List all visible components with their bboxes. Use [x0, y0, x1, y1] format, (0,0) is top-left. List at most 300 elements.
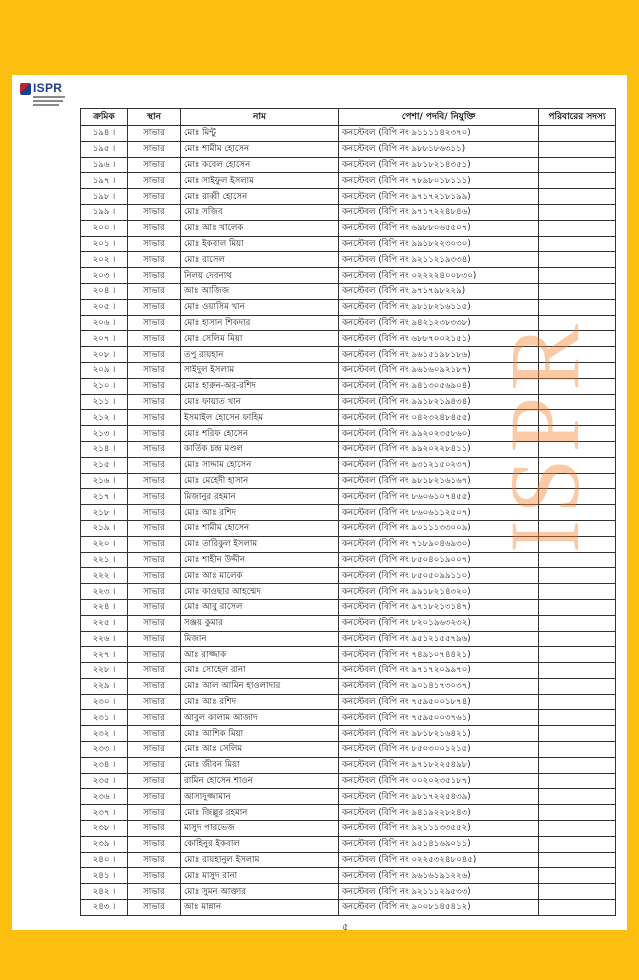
- header-family: পরিবারের সদস্য: [539, 109, 616, 126]
- designation-cell: কনস্টেবল (বিপি নং ৯৩১২১৫০২৩৭): [339, 457, 539, 473]
- family-cell: [539, 283, 616, 299]
- name-cell: আঃ মান্নান: [181, 900, 339, 916]
- serial-cell: ২৪১ ।: [81, 868, 128, 884]
- place-cell: সাভার: [128, 252, 181, 268]
- table-row: [81, 694, 616, 710]
- designation-cell: কনস্টেবল (বিপি নং ০০২০২৩৫১৮৭): [339, 773, 539, 789]
- designation-cell: কনস্টেবল (বিপি নং ৯৭১৭২২৪৮৪৬): [339, 204, 539, 220]
- family-cell: [539, 710, 616, 726]
- place-cell: সাভার: [128, 315, 181, 331]
- place-cell: সাভার: [128, 584, 181, 600]
- designation-cell: কনস্টেবল (বিপি নং ৭৫৯৫০০১৮৭৪): [339, 694, 539, 710]
- table-row: [81, 678, 616, 694]
- serial-cell: ২৩৭ ।: [81, 805, 128, 821]
- table-row: [81, 505, 616, 521]
- serial-cell: ২২৪ ।: [81, 599, 128, 615]
- designation-cell: কনস্টেবল (বিপি নং ৯০১৪১৭৩০৩৭): [339, 678, 539, 694]
- table-header: [81, 109, 616, 126]
- place-cell: সাভার: [128, 805, 181, 821]
- header-serial: ক্রমিক: [81, 109, 128, 126]
- serial-cell: ২৩১ ।: [81, 710, 128, 726]
- serial-cell: ২৪০ ।: [81, 852, 128, 868]
- header-designation: পেশা/ পদবি/ নিযুক্তি: [339, 109, 539, 126]
- designation-cell: কনস্টেবল (বিপি নং ৯৯১৮২১৪৩২০): [339, 584, 539, 600]
- designation-cell: কনস্টেবল (বিপি নং ৭৪৯১০৭৪৪২১): [339, 647, 539, 663]
- name-cell: মোঃ জীবন মিয়া: [181, 757, 339, 773]
- table-row: [81, 568, 616, 584]
- family-cell: [539, 536, 616, 552]
- serial-cell: ২১৩ ।: [81, 426, 128, 442]
- family-cell: [539, 220, 616, 236]
- family-cell: [539, 378, 616, 394]
- table-row: [81, 710, 616, 726]
- designation-cell: কনস্টেবল (বিপি নং ৮৫০৪০১৯০০৭): [339, 552, 539, 568]
- designation-cell: কনস্টেবল (বিপি নং ৯৯২০২৩৫৮৬০): [339, 426, 539, 442]
- family-cell: [539, 552, 616, 568]
- table-row: [81, 426, 616, 442]
- designation-cell: কনস্টেবল (বিপি নং ৯২১১১৩৩৫৫২): [339, 821, 539, 837]
- serial-cell: ২৪৩ ।: [81, 900, 128, 916]
- place-cell: সাভার: [128, 299, 181, 315]
- header-place: স্থান: [128, 109, 181, 126]
- place-cell: সাভার: [128, 378, 181, 394]
- place-cell: সাভার: [128, 489, 181, 505]
- place-cell: সাভার: [128, 615, 181, 631]
- name-cell: আসাদুজ্জামান: [181, 789, 339, 805]
- designation-cell: কনস্টেবল (বিপি নং ৯৪২১২৩৮৩৩৮): [339, 315, 539, 331]
- serial-cell: ১৯৫ ।: [81, 141, 128, 157]
- family-cell: [539, 204, 616, 220]
- family-cell: [539, 189, 616, 205]
- place-cell: সাভার: [128, 821, 181, 837]
- serial-cell: ২০৭ ।: [81, 331, 128, 347]
- serial-cell: ২২২ ।: [81, 568, 128, 584]
- place-cell: সাভার: [128, 710, 181, 726]
- family-cell: [539, 678, 616, 694]
- place-cell: সাভার: [128, 900, 181, 916]
- roster-table: [80, 108, 616, 916]
- place-cell: সাভার: [128, 347, 181, 363]
- table-row: [81, 757, 616, 773]
- name-cell: আঃ রাজ্জাক: [181, 647, 339, 663]
- family-cell: [539, 836, 616, 852]
- designation-cell: কনস্টেবল (বিপি নং ৯১১১১৪২৩৭০): [339, 126, 539, 142]
- name-cell: মোঃ হারুন-অর-রশিদ: [181, 378, 339, 394]
- designation-cell: কনস্টেবল (বিপি নং ৬৮৮৭০০২১৫১): [339, 331, 539, 347]
- name-cell: কোহিনুর ইকবাল: [181, 836, 339, 852]
- family-cell: [539, 900, 616, 916]
- family-cell: [539, 805, 616, 821]
- table-row: [81, 631, 616, 647]
- name-cell: মোঃ রাব্বী হোসেন: [181, 189, 339, 205]
- table-row: [81, 441, 616, 457]
- designation-cell: কনস্টেবল (বিপি নং ৯৯২০২২৮৪১১): [339, 441, 539, 457]
- place-cell: সাভার: [128, 189, 181, 205]
- table-row: [81, 268, 616, 284]
- serial-cell: ২১৪ ।: [81, 441, 128, 457]
- table-row: [81, 805, 616, 821]
- serial-cell: ২১০ ।: [81, 378, 128, 394]
- family-cell: [539, 410, 616, 426]
- designation-cell: কনস্টেবল (বিপি নং ৭১৮৯০৪৬৯৩০): [339, 536, 539, 552]
- designation-cell: কনস্টেবল (বিপি নং ৯৬১৬১৯১২২৬): [339, 868, 539, 884]
- family-cell: [539, 773, 616, 789]
- name-cell: মোঃ শামীম হোসেন: [181, 141, 339, 157]
- serial-cell: ২৩২ ।: [81, 726, 128, 742]
- place-cell: সাভার: [128, 568, 181, 584]
- name-cell: মোঃ সোহেল রানা: [181, 663, 339, 679]
- designation-cell: কনস্টেবল (বিপি নং ৯২১১১২৯৫৩৩): [339, 884, 539, 900]
- name-cell: ইসমাইল হোসেন ফাহিম: [181, 410, 339, 426]
- name-cell: মোঃ আল আমিন হাওলাদার: [181, 678, 339, 694]
- family-cell: [539, 157, 616, 173]
- table-row: [81, 410, 616, 426]
- table-body: [81, 126, 616, 916]
- family-cell: [539, 789, 616, 805]
- place-cell: সাভার: [128, 789, 181, 805]
- serial-cell: ২১১ ।: [81, 394, 128, 410]
- place-cell: সাভার: [128, 505, 181, 521]
- place-cell: সাভার: [128, 362, 181, 378]
- table-row: [81, 726, 616, 742]
- designation-cell: কনস্টেবল (বিপি নং ৯৭১৮২২৫৪৯৮): [339, 757, 539, 773]
- serial-cell: ২১৭ ।: [81, 489, 128, 505]
- name-cell: মোঃ আঃ সেলিম: [181, 742, 339, 758]
- name-cell: মোঃ সাইফুল ইসলাম: [181, 173, 339, 189]
- serial-cell: ২০৪ ।: [81, 283, 128, 299]
- place-cell: সাভার: [128, 647, 181, 663]
- table-row: [81, 773, 616, 789]
- name-cell: মোঃ আঃ মালেক: [181, 568, 339, 584]
- header-name: নাম: [181, 109, 339, 126]
- name-cell: মোঃ মেহেদী হাসান: [181, 473, 339, 489]
- page-number: ৫: [342, 922, 349, 933]
- designation-cell: কনস্টেবল (বিপি নং ৭৮৯৮০১৮১১১): [339, 173, 539, 189]
- name-cell: মিজান: [181, 631, 339, 647]
- serial-cell: ২২০ ।: [81, 536, 128, 552]
- designation-cell: কনস্টেবল (বিপি নং ৯৯১৮২২৩০৩০): [339, 236, 539, 252]
- family-cell: [539, 268, 616, 284]
- place-cell: সাভার: [128, 678, 181, 694]
- designation-cell: কনস্টেবল (বিপি নং ৯৭১৮২১৩১৪৭): [339, 599, 539, 615]
- serial-cell: ২১২ ।: [81, 410, 128, 426]
- designation-cell: কনস্টেবল (বিপি নং ৬৯৮৮০৬৫৫০৭): [339, 220, 539, 236]
- family-cell: [539, 884, 616, 900]
- place-cell: সাভার: [128, 220, 181, 236]
- serial-cell: ২২৫ ।: [81, 615, 128, 631]
- table-row: [81, 189, 616, 205]
- place-cell: সাভার: [128, 742, 181, 758]
- designation-cell: কনস্টেবল (বিপি নং ৯৫১২১৫৫৭৯৬): [339, 631, 539, 647]
- table-row: [81, 347, 616, 363]
- table-row: [81, 742, 616, 758]
- serial-cell: ২০৮ ।: [81, 347, 128, 363]
- table-row: [81, 220, 616, 236]
- family-cell: [539, 347, 616, 363]
- designation-cell: কনস্টেবল (বিপি নং ৯০০৮১৪৫৪১২): [339, 900, 539, 916]
- place-cell: সাভার: [128, 441, 181, 457]
- logo-text: ISPR: [33, 81, 63, 95]
- place-cell: সাভার: [128, 457, 181, 473]
- name-cell: রামিন হোসেন শাওন: [181, 773, 339, 789]
- designation-cell: কনস্টেবল (বিপি নং ৯৮১৮২১৪৩৫১): [339, 157, 539, 173]
- family-cell: [539, 852, 616, 868]
- family-cell: [539, 441, 616, 457]
- place-cell: সাভার: [128, 331, 181, 347]
- family-cell: [539, 473, 616, 489]
- place-cell: সাভার: [128, 773, 181, 789]
- table-row: [81, 536, 616, 552]
- serial-cell: ২৩৩ ।: [81, 742, 128, 758]
- name-cell: মোঃ কাওছার আহম্মেদ: [181, 584, 339, 600]
- table-row: [81, 394, 616, 410]
- designation-cell: কনস্টেবল (বিপি নং ৯৮১৮২১৬৪২১): [339, 726, 539, 742]
- name-cell: মোঃ সেলিম মিয়া: [181, 331, 339, 347]
- family-cell: [539, 520, 616, 536]
- table-row: [81, 331, 616, 347]
- table-row: [81, 141, 616, 157]
- family-cell: [539, 647, 616, 663]
- table-row: [81, 599, 616, 615]
- table-row: [81, 615, 616, 631]
- designation-cell: কনস্টেবল (বিপি নং ৯৭১৭২০৯৯৭০): [339, 663, 539, 679]
- place-cell: সাভার: [128, 173, 181, 189]
- place-cell: সাভার: [128, 283, 181, 299]
- name-cell: মোঃ আঃ খালেক: [181, 220, 339, 236]
- table-row: [81, 821, 616, 837]
- designation-cell: কনস্টেবল (বিপি নং ৯৮৮১৮৬৩১১): [339, 141, 539, 157]
- logo-subtitle-line: [33, 100, 63, 102]
- table-row: [81, 299, 616, 315]
- serial-cell: ২০৯ ।: [81, 362, 128, 378]
- designation-cell: কনস্টেবল (বিপি নং ৯৮১৮২১৬১৬৭): [339, 473, 539, 489]
- place-cell: সাভার: [128, 663, 181, 679]
- serial-cell: ২৩০ ।: [81, 694, 128, 710]
- name-cell: মোঃ মাসুদ রানা: [181, 868, 339, 884]
- family-cell: [539, 362, 616, 378]
- designation-cell: কনস্টেবল (বিপি নং ০২২২২৪০০৮৩০): [339, 268, 539, 284]
- name-cell: মোঃ সাদ্দাম হোসেন: [181, 457, 339, 473]
- table-row: [81, 173, 616, 189]
- place-cell: সাভার: [128, 552, 181, 568]
- place-cell: সাভার: [128, 426, 181, 442]
- serial-cell: ২৩৬ ।: [81, 789, 128, 805]
- place-cell: সাভার: [128, 141, 181, 157]
- name-cell: আবুল কালাম আজাদ: [181, 710, 339, 726]
- serial-cell: ২০৬ ।: [81, 315, 128, 331]
- serial-cell: ১৯৭ ।: [81, 173, 128, 189]
- name-cell: মোঃ হাসান শিকদার: [181, 315, 339, 331]
- ispr-emblem-icon: [20, 83, 31, 95]
- place-cell: সাভার: [128, 599, 181, 615]
- serial-cell: ২৪২ ।: [81, 884, 128, 900]
- family-cell: [539, 568, 616, 584]
- designation-cell: কনস্টেবল (বিপি নং ০৪২৩২৪৮৪৫৫): [339, 410, 539, 426]
- family-cell: [539, 299, 616, 315]
- name-cell: মোঃ সুমন আক্তার: [181, 884, 339, 900]
- serial-cell: ১৯৮ ।: [81, 189, 128, 205]
- serial-cell: ২১৬ ।: [81, 473, 128, 489]
- family-cell: [539, 694, 616, 710]
- designation-cell: কনস্টেবল (বিপি নং ৮৬০৬১০৭৪৫৫): [339, 489, 539, 505]
- family-cell: [539, 505, 616, 521]
- place-cell: সাভার: [128, 268, 181, 284]
- name-cell: মোঃ কবেল হোসেন: [181, 157, 339, 173]
- name-cell: মোঃ ওয়াসিম খান: [181, 299, 339, 315]
- table-row: [81, 836, 616, 852]
- designation-cell: কনস্টেবল (বিপি নং ৯৪১৯২২৮২৪৩): [339, 805, 539, 821]
- serial-cell: ২০৩ ।: [81, 268, 128, 284]
- family-cell: [539, 615, 616, 631]
- logo-subtitle-line: [33, 104, 59, 106]
- table-row: [81, 884, 616, 900]
- serial-cell: ১৯৬ ।: [81, 157, 128, 173]
- name-cell: মোঃ রায়হানুল ইসলাম: [181, 852, 339, 868]
- serial-cell: ২২৯ ।: [81, 678, 128, 694]
- designation-cell: কনস্টেবল (বিপি নং ৯৭১৭৯৮২২৯): [339, 283, 539, 299]
- family-cell: [539, 726, 616, 742]
- designation-cell: কনস্টেবল (বিপি নং ৮৫০৫০৯৯১১০): [339, 568, 539, 584]
- serial-cell: ২২১ ।: [81, 552, 128, 568]
- family-cell: [539, 394, 616, 410]
- table-row: [81, 315, 616, 331]
- place-cell: সাভার: [128, 631, 181, 647]
- name-cell: মিজানুর রহমান: [181, 489, 339, 505]
- name-cell: আঃ আজিজ: [181, 283, 339, 299]
- serial-cell: ২১৮ ।: [81, 505, 128, 521]
- place-cell: সাভার: [128, 884, 181, 900]
- family-cell: [539, 742, 616, 758]
- designation-cell: কনস্টেবল (বিপি নং ০২২৫৩২৪৮০৪৫): [339, 852, 539, 868]
- place-cell: সাভার: [128, 757, 181, 773]
- name-cell: মোঃ ফায়াত খান: [181, 394, 339, 410]
- family-cell: [539, 315, 616, 331]
- family-cell: [539, 126, 616, 142]
- serial-cell: ২০০ ।: [81, 220, 128, 236]
- table-row: [81, 362, 616, 378]
- name-cell: মোঃ ইকবাল মিয়া: [181, 236, 339, 252]
- family-cell: [539, 584, 616, 600]
- table-row: [81, 283, 616, 299]
- designation-cell: কনস্টেবল (বিপি নং ৯৯১৮২১৯৪৩৪): [339, 394, 539, 410]
- table-row: [81, 378, 616, 394]
- name-cell: মোঃ সজিব: [181, 204, 339, 220]
- table-row: [81, 457, 616, 473]
- table-row: [81, 489, 616, 505]
- table-row: [81, 584, 616, 600]
- family-cell: [539, 457, 616, 473]
- serial-cell: ২১৫ ।: [81, 457, 128, 473]
- serial-cell: ২২৮ ।: [81, 663, 128, 679]
- ispr-logo: [20, 81, 70, 107]
- name-cell: সঞ্জয় কুমার: [181, 615, 339, 631]
- name-cell: মাসুদ পারভেজ: [181, 821, 339, 837]
- family-cell: [539, 489, 616, 505]
- designation-cell: কনস্টেবল (বিপি নং ৯৬১৫১৯৮১৮৬): [339, 347, 539, 363]
- table-row: [81, 204, 616, 220]
- designation-cell: কনস্টেবল (বিপি নং ৮২০১৯৬৩২৩২): [339, 615, 539, 631]
- serial-cell: ২৩৯ ।: [81, 836, 128, 852]
- table-row: [81, 520, 616, 536]
- family-cell: [539, 426, 616, 442]
- name-cell: মোঃ শরিফ হোসেন: [181, 426, 339, 442]
- place-cell: সাভার: [128, 126, 181, 142]
- table-row: [81, 647, 616, 663]
- designation-cell: কনস্টেবল (বিপি নং ৮৫০৩০০১২১৫): [339, 742, 539, 758]
- place-cell: সাভার: [128, 852, 181, 868]
- name-cell: মোঃ শামীম হোসেন: [181, 520, 339, 536]
- place-cell: সাভার: [128, 868, 181, 884]
- table-row: [81, 789, 616, 805]
- serial-cell: ১৯৪ ।: [81, 126, 128, 142]
- name-cell: কার্তিক চন্দ্র মণ্ডল: [181, 441, 339, 457]
- table-row: [81, 552, 616, 568]
- table-row: [81, 126, 616, 142]
- place-cell: সাভার: [128, 157, 181, 173]
- place-cell: সাভার: [128, 236, 181, 252]
- table-row: [81, 236, 616, 252]
- table-row: [81, 663, 616, 679]
- designation-cell: কনস্টেবল (বিপি নং ৯৫১৪১৬৯০১১): [339, 836, 539, 852]
- table-row: [81, 868, 616, 884]
- family-cell: [539, 757, 616, 773]
- ispr-watermark: ISPR: [489, 318, 600, 554]
- serial-cell: ২১৯ ।: [81, 520, 128, 536]
- family-cell: [539, 663, 616, 679]
- designation-cell: কনস্টেবল (বিপি নং ৯৭১৭২১৮১৯৯): [339, 189, 539, 205]
- place-cell: সাভার: [128, 410, 181, 426]
- serial-cell: ২৩৮ ।: [81, 821, 128, 837]
- serial-cell: ২০১ ।: [81, 236, 128, 252]
- family-cell: [539, 868, 616, 884]
- table-row: [81, 900, 616, 916]
- place-cell: সাভার: [128, 473, 181, 489]
- designation-cell: কনস্টেবল (বিপি নং ৯৪১৩০৫৬৯০৪): [339, 378, 539, 394]
- designation-cell: কনস্টেবল (বিপি নং ৯৮১৭২২৫৪৩৯): [339, 789, 539, 805]
- name-cell: মোঃ জিল্লুর রহমান: [181, 805, 339, 821]
- designation-cell: কনস্টেবল (বিপি নং ৮৬০৬১১২৫০৭): [339, 505, 539, 521]
- serial-cell: ২৩৫ ।: [81, 773, 128, 789]
- serial-cell: ১৯৯ ।: [81, 204, 128, 220]
- document-sheet: [12, 75, 627, 933]
- place-cell: সাভার: [128, 204, 181, 220]
- designation-cell: কনস্টেবল (বিপি নং ৯০১১১৩৩০০৯): [339, 520, 539, 536]
- family-cell: [539, 631, 616, 647]
- name-cell: মোঃ আঃ রশিদ: [181, 694, 339, 710]
- place-cell: সাভার: [128, 836, 181, 852]
- designation-cell: কনস্টেবল (বিপি নং ৭৫৯৫০০৩৭৬১): [339, 710, 539, 726]
- name-cell: সাইদুল ইসলাম: [181, 362, 339, 378]
- serial-cell: ২২৭ ।: [81, 647, 128, 663]
- header-row: [81, 109, 616, 126]
- family-cell: [539, 331, 616, 347]
- table-row: [81, 852, 616, 868]
- family-cell: [539, 252, 616, 268]
- serial-cell: ২৩৪ ।: [81, 757, 128, 773]
- name-cell: মোঃ তারিকুল ইসলাম: [181, 536, 339, 552]
- logo-subtitle-line: [33, 96, 65, 98]
- serial-cell: ২০৫ ।: [81, 299, 128, 315]
- place-cell: সাভার: [128, 726, 181, 742]
- table-row: [81, 157, 616, 173]
- name-cell: মোঃ শাহীন উদ্দীন: [181, 552, 339, 568]
- name-cell: মোঃ রাসেল: [181, 252, 339, 268]
- family-cell: [539, 599, 616, 615]
- table-row: [81, 473, 616, 489]
- family-cell: [539, 821, 616, 837]
- place-cell: সাভার: [128, 394, 181, 410]
- designation-cell: কনস্টেবল (বিপি নং ৯৮১৮২১৬১১৫): [339, 299, 539, 315]
